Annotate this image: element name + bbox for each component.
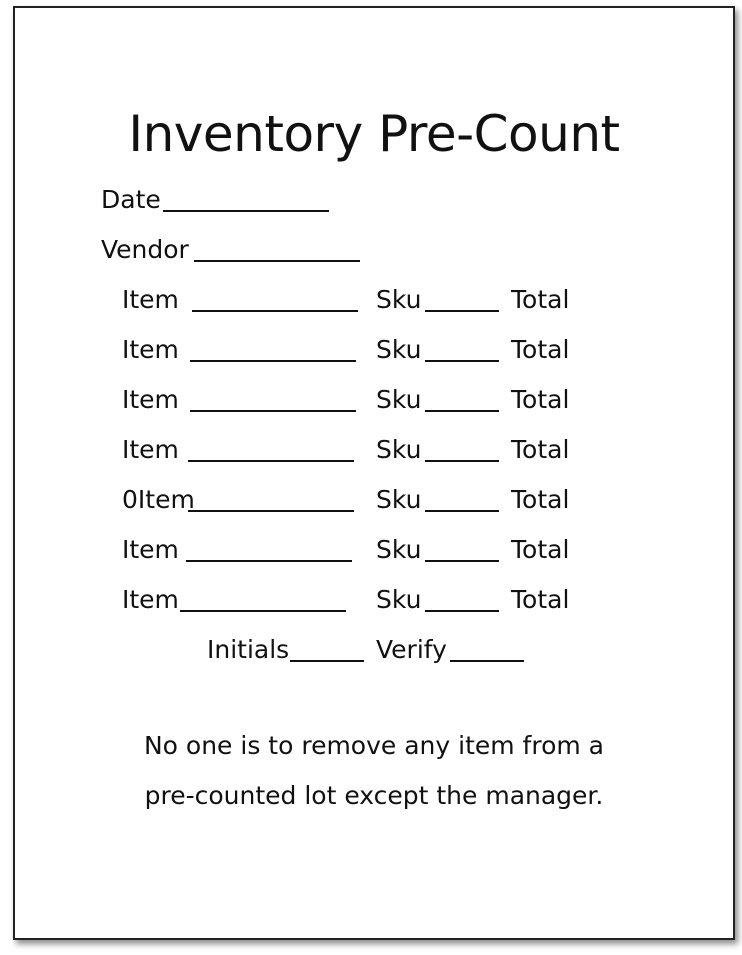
vendor-label: Vendor <box>101 235 189 264</box>
sku-label: Sku <box>376 535 422 564</box>
item-label: Item <box>122 435 179 464</box>
item-label: Item <box>122 285 179 314</box>
item-label: Item <box>122 385 179 414</box>
item-blank-line <box>180 610 346 612</box>
item-row <box>15 485 715 517</box>
total-label: Total <box>511 485 570 514</box>
date-blank-line <box>163 210 329 212</box>
item-blank-line <box>190 410 356 412</box>
sku-label: Sku <box>376 485 422 514</box>
sku-label: Sku <box>376 285 422 314</box>
item-blank-line <box>190 360 356 362</box>
date-label: Date <box>101 185 161 214</box>
sku-label: Sku <box>376 435 422 464</box>
item-label: Item <box>122 585 179 614</box>
vendor-field <box>101 235 401 267</box>
verify-blank-line <box>450 660 524 662</box>
verify-label: Verify <box>376 635 447 664</box>
item-row <box>15 585 715 617</box>
item-row <box>15 435 715 467</box>
total-label: Total <box>511 335 570 364</box>
item-label: Item <box>122 335 179 364</box>
item-blank-line <box>192 310 358 312</box>
item-label: 0Item <box>122 485 195 514</box>
document-title: Inventory Pre-Count <box>128 105 620 163</box>
sku-blank-line <box>425 410 499 412</box>
item-row <box>15 285 715 317</box>
initials-label: Initials <box>207 635 290 664</box>
sku-blank-line <box>425 310 499 312</box>
date-field <box>101 185 361 217</box>
sku-label: Sku <box>376 385 422 414</box>
item-row <box>15 535 715 567</box>
document-page <box>13 6 735 940</box>
total-label: Total <box>511 535 570 564</box>
notice-line-1: No one is to remove any item from a <box>143 731 605 760</box>
item-label: Item <box>122 535 179 564</box>
sku-blank-line <box>425 610 499 612</box>
sku-blank-line <box>425 560 499 562</box>
notice-line-2: pre-counted lot except the manager. <box>144 781 604 810</box>
total-label: Total <box>511 435 570 464</box>
sku-blank-line <box>425 460 499 462</box>
item-blank-line <box>186 560 352 562</box>
total-label: Total <box>511 385 570 414</box>
sku-label: Sku <box>376 335 422 364</box>
initials-verify-row <box>15 635 715 667</box>
item-blank-line <box>188 460 354 462</box>
item-blank-line <box>188 510 354 512</box>
sku-blank-line <box>425 510 499 512</box>
sku-label: Sku <box>376 585 422 614</box>
item-row <box>15 385 715 417</box>
item-row <box>15 335 715 367</box>
initials-blank-line <box>290 660 364 662</box>
sku-blank-line <box>425 360 499 362</box>
total-label: Total <box>511 585 570 614</box>
vendor-blank-line <box>194 260 360 262</box>
total-label: Total <box>511 285 570 314</box>
